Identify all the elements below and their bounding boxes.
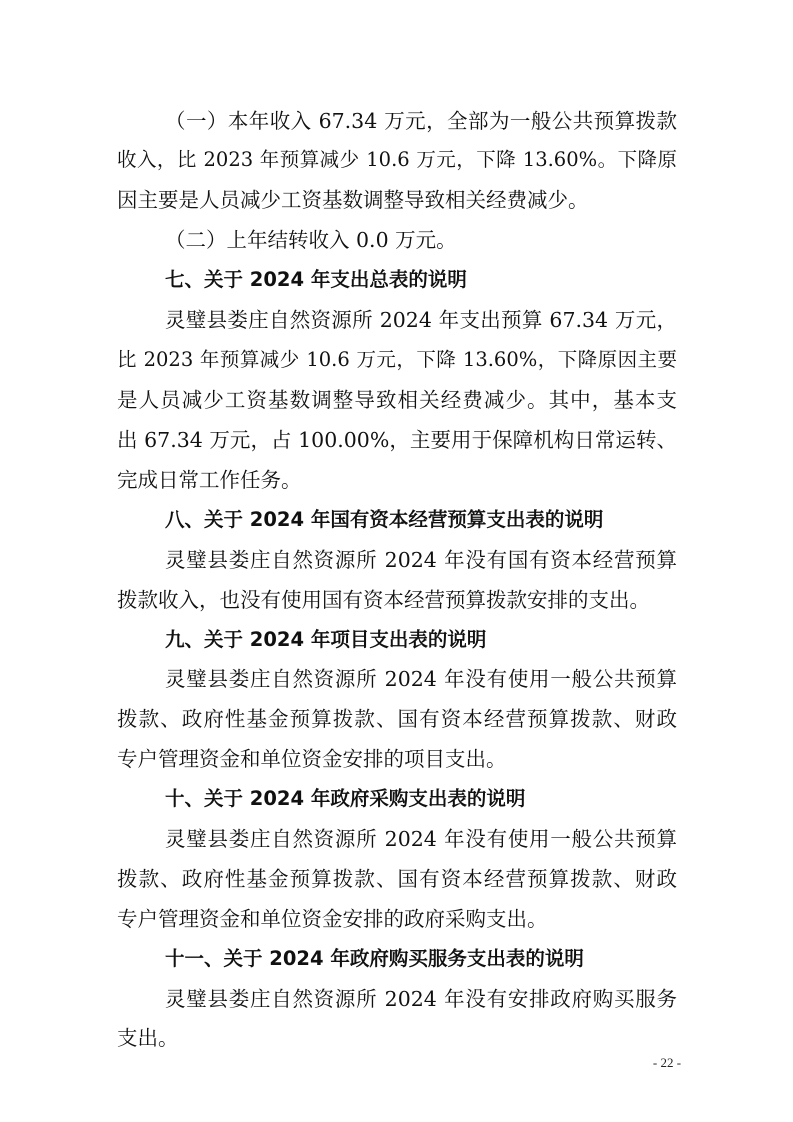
paragraph-line: 灵璧县娄庄自然资源所 2024 年没有使用一般公共预算 <box>165 667 677 691</box>
section-heading: 十、关于 2024 年政府采购支出表的说明 <box>165 787 526 810</box>
page-number: - 22 - <box>652 1055 682 1070</box>
paragraph-line: 完成日常工作任务。 <box>117 468 302 492</box>
paragraph-line: 灵璧县娄庄自然资源所 2024 年没有国有资本经营预算 <box>165 548 677 572</box>
paragraph-line: 灵璧县娄庄自然资源所 2024 年支出预算 67.34 万元， <box>165 308 677 332</box>
paragraph-line: 灵璧县娄庄自然资源所 2024 年没有使用一般公共预算 <box>165 827 677 851</box>
paragraph-line: 出 67.34 万元，占 100.00%，主要用于保障机构日常运转、 <box>117 428 677 452</box>
paragraph-line: 拨款收入，也没有使用国有资本经营预算拨款安排的支出。 <box>117 588 650 612</box>
paragraph-line: 拨款、政府性基金预算拨款、国有资本经营预算拨款、财政 <box>117 867 677 891</box>
paragraph-line: 是人员减少工资基数调整导致相关经费减少。其中，基本支 <box>117 388 677 412</box>
paragraph-line: 因主要是人员减少工资基数调整导致相关经费减少。 <box>117 188 589 212</box>
section-heading: 十一、关于 2024 年政府购买服务支出表的说明 <box>165 947 584 970</box>
paragraph-line: 支出。 <box>117 1026 179 1050</box>
paragraph-line: （一）本年收入 67.34 万元，全部为一般公共预算拨款 <box>165 109 677 133</box>
paragraph-line: 专户管理资金和单位资金安排的政府采购支出。 <box>117 907 548 931</box>
paragraph-line: 专户管理资金和单位资金安排的项目支出。 <box>117 747 507 771</box>
paragraph-line: 比 2023 年预算减少 10.6 万元，下降 13.60%，下降原因主要 <box>117 348 677 371</box>
paragraph-line: 拨款、政府性基金预算拨款、国有资本经营预算拨款、财政 <box>117 707 677 731</box>
paragraph-line: 收入，比 2023 年预算减少 10.6 万元，下降 13.60%。下降原 <box>117 148 677 171</box>
section-heading: 九、关于 2024 年项目支出表的说明 <box>165 628 487 651</box>
paragraph-line: （二）上年结转收入 0.0 万元。 <box>165 228 457 252</box>
paragraph-line: 灵璧县娄庄自然资源所 2024 年没有安排政府购买服务 <box>165 987 677 1011</box>
section-heading: 七、关于 2024 年支出总表的说明 <box>165 268 467 291</box>
section-heading: 八、关于 2024 年国有资本经营预算支出表的说明 <box>165 508 604 531</box>
